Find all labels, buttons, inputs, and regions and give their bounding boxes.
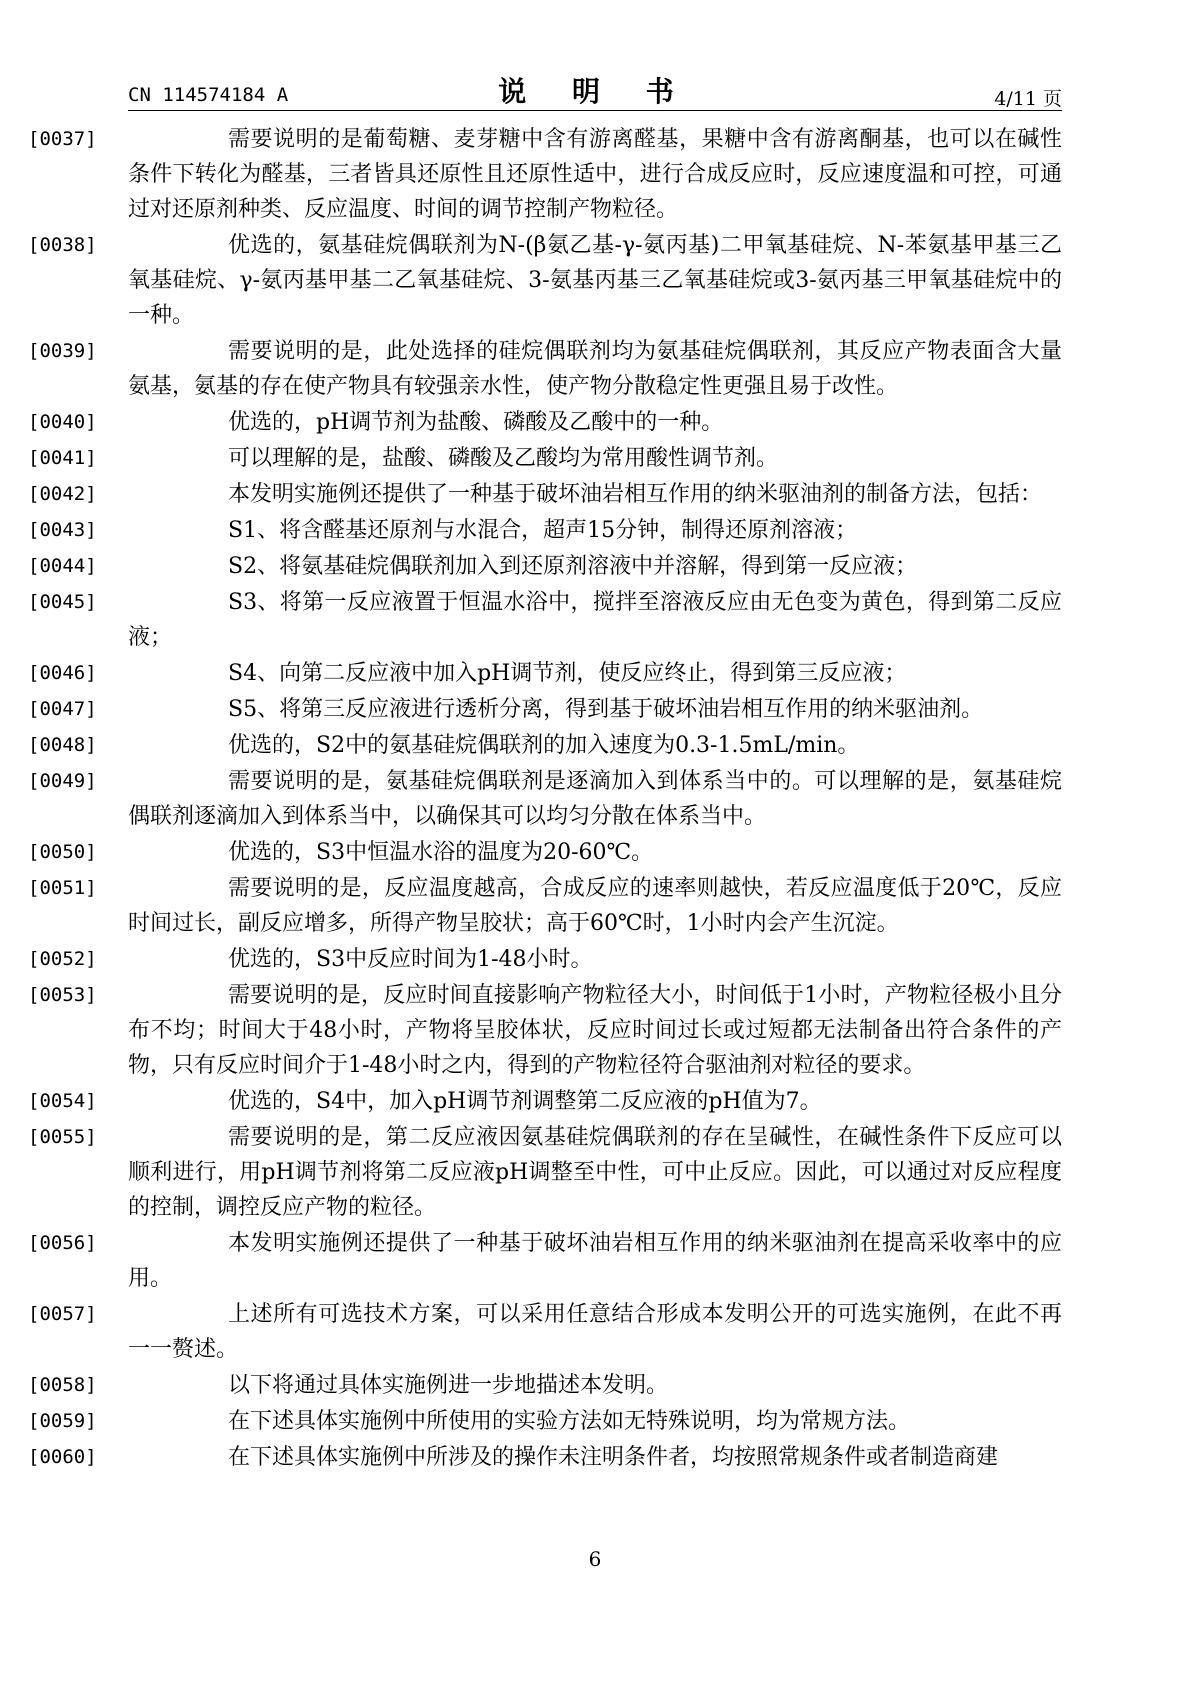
paragraph-number: [0043] [28, 519, 97, 541]
paragraph [28, 1368, 1062, 1403]
paragraph [28, 1226, 1062, 1296]
paragraph-number: [0037] [28, 128, 97, 150]
paragraph-number: [0057] [28, 1303, 97, 1325]
paragraph-number: [0045] [28, 591, 97, 613]
paragraph-text: 需要说明的是，第二反应液因氨基硅烷偶联剂的存在呈碱性，在碱性条件下反应可以顺利进行，用pH调节剂将第二反应液pH调整至中性，可中止反应。因此，可以通过对反应程度的控制，调控反应产物的粒径。 [128, 1125, 1062, 1220]
paragraph-number: [0051] [28, 877, 97, 899]
paragraph-text: 以下将通过具体实施例进一步地描述本发明。 [228, 1373, 669, 1398]
paragraph [28, 942, 1062, 977]
paragraph-number: [0050] [28, 841, 97, 863]
paragraph [28, 122, 1062, 227]
paragraph [28, 1440, 1062, 1475]
patent-number: CN 114574184 A [128, 84, 289, 106]
paragraph [28, 764, 1062, 834]
paragraph-number: [0047] [28, 698, 97, 720]
paragraph-number: [0040] [28, 411, 97, 433]
paragraph [28, 513, 1062, 548]
paragraph [28, 1084, 1062, 1119]
paragraph-number: [0041] [28, 447, 97, 469]
paragraph-text: 需要说明的是葡萄糖、麦芽糖中含有游离醛基，果糖中含有游离酮基，也可以在碱性条件下转化为醛基，三者皆具还原性且还原性适中，进行合成反应时，反应速度温和可控，可通过对还原剂种类、反应温度、时间的调节控制产物粒径。 [128, 127, 1062, 222]
paragraph-text: 本发明实施例还提供了一种基于破坏油岩相互作用的纳米驱油剂在提高采收率中的应用。 [128, 1231, 1062, 1291]
page-indicator: 4/11 页 [994, 88, 1062, 110]
paragraph-text: S3、将第一反应液置于恒温水浴中，搅拌至溶液反应由无色变为黄色，得到第二反应液； [128, 590, 1062, 650]
paragraph-text: 在下述具体实施例中所使用的实验方法如无特殊说明，均为常规方法。 [228, 1409, 911, 1434]
paragraph-text: 优选的，氨基硅烷偶联剂为N-(β氨乙基-γ-氨丙基)二甲氧基硅烷、N-苯氨基甲基三乙氧基硅烷、γ-氨丙基甲基二乙氧基硅烷、3-氨基丙基三乙氧基硅烷或3-氨丙基三甲氧基硅烷中的一种。 [128, 233, 1062, 328]
paragraph-text: 在下述具体实施例中所涉及的操作未注明条件者，均按照常规条件或者制造商建 [228, 1445, 999, 1470]
paragraph [28, 978, 1062, 1083]
paragraph-number: [0046] [28, 662, 97, 684]
paragraph-text: 需要说明的是，反应温度越高，合成反应的速率则越快，若反应温度低于20℃，反应时间过长，副反应增多，所得产物呈胶状；高于60℃时，1小时内会产生沉淀。 [128, 876, 1062, 936]
document-body [28, 122, 1062, 1476]
paragraph-text: 需要说明的是，此处选择的硅烷偶联剂均为氨基硅烷偶联剂，其反应产物表面含大量氨基，氨基的存在使产物具有较强亲水性，使产物分散稳定性更强且易于改性。 [128, 339, 1062, 399]
paragraph-number: [0053] [28, 984, 97, 1006]
paragraph-number: [0039] [28, 340, 97, 362]
paragraph [28, 228, 1062, 333]
paragraph-number: [0056] [28, 1232, 97, 1254]
paragraph-number: [0038] [28, 234, 97, 256]
paragraph [28, 728, 1062, 763]
paragraph-text: S5、将第三反应液进行透析分离，得到基于破坏油岩相互作用的纳米驱油剂。 [228, 697, 984, 722]
paragraph-number: [0055] [28, 1126, 97, 1148]
paragraph-text: 优选的，S4中，加入pH调节剂调整第二反应液的pH值为7。 [228, 1089, 822, 1114]
paragraph [28, 405, 1062, 440]
paragraph-number: [0058] [28, 1374, 97, 1396]
paragraph-text: S4、向第二反应液中加入pH调节剂，使反应终止，得到第三反应液； [228, 661, 907, 686]
paragraph [28, 1404, 1062, 1439]
paragraph-number: [0060] [28, 1446, 97, 1468]
paragraph [28, 656, 1062, 691]
paragraph-text: 可以理解的是，盐酸、磷酸及乙酸均为常用酸性调节剂。 [228, 446, 779, 471]
paragraph-text: 优选的，S2中的氨基硅烷偶联剂的加入速度为0.3-1.5mL/min。 [228, 733, 860, 758]
page-number: 6 [588, 1547, 602, 1571]
paragraph [28, 1297, 1062, 1367]
paragraph-number: [0049] [28, 770, 97, 792]
paragraph-number: [0059] [28, 1410, 97, 1432]
paragraph [28, 549, 1062, 584]
paragraph-text: S2、将氨基硅烷偶联剂加入到还原剂溶液中并溶解，得到第一反应液； [228, 554, 918, 579]
paragraph [28, 477, 1062, 512]
paragraph-number: [0052] [28, 948, 97, 970]
paragraph-number: [0048] [28, 734, 97, 756]
paragraph-text: 优选的，pH调节剂为盐酸、磷酸及乙酸中的一种。 [228, 410, 724, 435]
paragraph-number: [0042] [28, 483, 97, 505]
page-header [128, 68, 1062, 111]
paragraph-number: [0054] [28, 1090, 97, 1112]
page-title: 说 明 书 [498, 75, 692, 108]
paragraph [28, 835, 1062, 870]
paragraph [28, 871, 1062, 941]
paragraph [28, 1120, 1062, 1225]
paragraph-text: 需要说明的是，氨基硅烷偶联剂是逐滴加入到体系当中的。可以理解的是，氨基硅烷偶联剂逐滴加入到体系当中，以确保其可以均匀分散在体系当中。 [128, 769, 1062, 829]
paragraph-text: 优选的，S3中恒温水浴的温度为20-60℃。 [228, 840, 654, 865]
paragraph-text: 上述所有可选技术方案，可以采用任意结合形成本发明公开的可选实施例，在此不再一一赘述。 [128, 1302, 1062, 1362]
paragraph [28, 334, 1062, 404]
paragraph-text: 需要说明的是，反应时间直接影响产物粒径大小，时间低于1小时，产物粒径极小且分布不均；时间大于48小时，产物将呈胶体状，反应时间过长或过短都无法制备出符合条件的产物，只有反应时间介于1-48小时之内，得到的产物粒径符合驱油剂对粒径的要求。 [128, 983, 1062, 1078]
paragraph [28, 692, 1062, 727]
paragraph-text: S1、将含醛基还原剂与水混合，超声15分钟，制得还原剂溶液； [228, 518, 858, 543]
paragraph-text: 优选的，S3中反应时间为1-48小时。 [228, 947, 593, 972]
paragraph [28, 585, 1062, 655]
paragraph [28, 441, 1062, 476]
paragraph-text: 本发明实施例还提供了一种基于破坏油岩相互作用的纳米驱油剂的制备方法，包括： [228, 482, 1043, 507]
paragraph-number: [0044] [28, 555, 97, 577]
